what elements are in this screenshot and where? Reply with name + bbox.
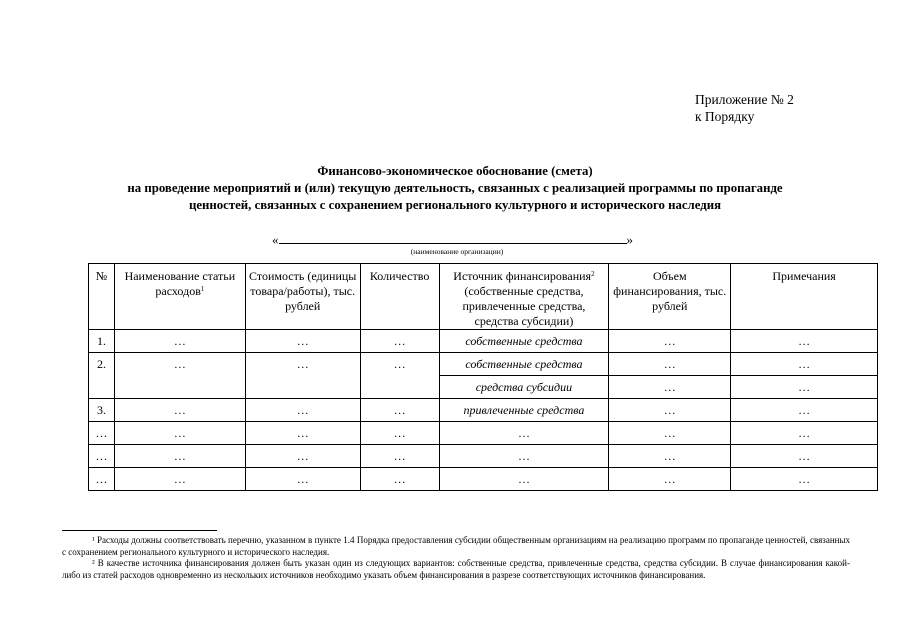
cell-source: … [439,445,609,468]
cell-volume: … [609,468,731,491]
cell-num: 3. [89,399,115,422]
cell-notes: … [731,445,878,468]
cell-source: собственные средства [439,330,609,353]
footnotes [62,535,850,581]
footnote-2: ² В качестве источника финансирования должен быть указан один из следующих вариантов: собственные средства, привлеченные средства, средства субсидии. В случае финансирования какой-либо из статей расходов одновременно из нескольких источников необходимо указать объем финансирования в разрезе соответствующих источников финансирования. [62,558,850,580]
cell-qty: … [360,399,439,422]
cell-cost: … [245,353,360,399]
title-line-2: на проведение мероприятий и (или) текущую деятельность, связанных с реализацией программы по пропаганде [127,181,783,195]
table-row [89,399,878,422]
estimate-table [88,263,878,491]
col-header-cost: Стоимость (единицы товара/работы), тыс. рублей [245,264,360,330]
cell-cost: … [245,330,360,353]
cell-cost: … [245,468,360,491]
cell-volume: … [609,445,731,468]
cell-source: собственные средства [439,353,609,376]
cell-cost: … [245,445,360,468]
col-header-source: Источник финансирования$^2$ (собственные средства, привлеченные средства, средства субсидии) [439,264,609,330]
cell-qty: … [360,422,439,445]
footnote-ref-1: 1 [200,285,205,293]
appendix-number: Приложение № 2 [695,92,794,107]
footnote-1: ¹ Расходы должны соответствовать перечню, указанном в пункте 1.4 Порядка предоставления субсидии общественным организациям на реализацию программ по пропаганде ценностей, связанных с сохранением регионального культурного и исторического наследия. [62,535,850,557]
cell-source: привлеченные средства [439,399,609,422]
cell-volume: … [609,353,731,376]
appendix-order-ref: к Порядку [695,109,755,124]
cell-name: … [114,445,245,468]
cell-num: … [89,445,115,468]
footnote-ref-2: 2 [591,270,595,278]
table-row [89,353,878,376]
table-row [89,445,878,468]
cell-qty: … [360,445,439,468]
cell-notes: … [731,422,878,445]
cell-name: … [114,422,245,445]
cell-num: … [89,422,115,445]
cell-volume: … [609,399,731,422]
cell-name: … [114,330,245,353]
open-quote: « [272,232,279,247]
title-line-3: ценностей, связанных с сохранением регионального культурного и исторического наследия [188,198,722,212]
col-header-qty: Количество [360,264,439,330]
cell-cost: … [245,422,360,445]
title-line-1: Финансово-экономическое обоснование (смета) [317,164,593,178]
cell-qty: … [360,330,439,353]
col-header-name: Наименование статьи расходов$^1$ [114,264,245,330]
col-header-num: № [89,264,115,330]
table-row [89,422,878,445]
table-header-row [89,264,878,330]
organization-field [272,230,633,248]
cell-num: 2. [89,353,115,399]
cell-num: 1. [89,330,115,353]
cell-notes: … [731,353,878,376]
cell-cost: … [245,399,360,422]
cell-name: … [114,353,245,399]
appendix-reference [695,91,794,125]
cell-source: … [439,422,609,445]
table-row [89,330,878,353]
col-header-notes: Примечания [731,264,878,330]
close-quote: » [626,232,633,247]
cell-num: … [89,468,115,491]
cell-name: … [114,399,245,422]
document-title [60,163,850,214]
cell-source: средства субсидии [439,376,609,399]
footnote-divider [62,530,217,531]
table-row [89,468,878,491]
cell-notes: … [731,376,878,399]
organization-caption: (наименование организации) [410,247,504,256]
cell-source: … [439,468,609,491]
cell-notes: … [731,399,878,422]
cell-qty: … [360,353,439,399]
cell-qty: … [360,468,439,491]
organization-blank-line [279,230,627,244]
cell-volume: … [609,376,731,399]
col-header-volume: Объем финансирования, тыс. рублей [609,264,731,330]
cell-name: … [114,468,245,491]
cell-notes: … [731,330,878,353]
cell-volume: … [609,330,731,353]
cell-volume: … [609,422,731,445]
cell-notes: … [731,468,878,491]
